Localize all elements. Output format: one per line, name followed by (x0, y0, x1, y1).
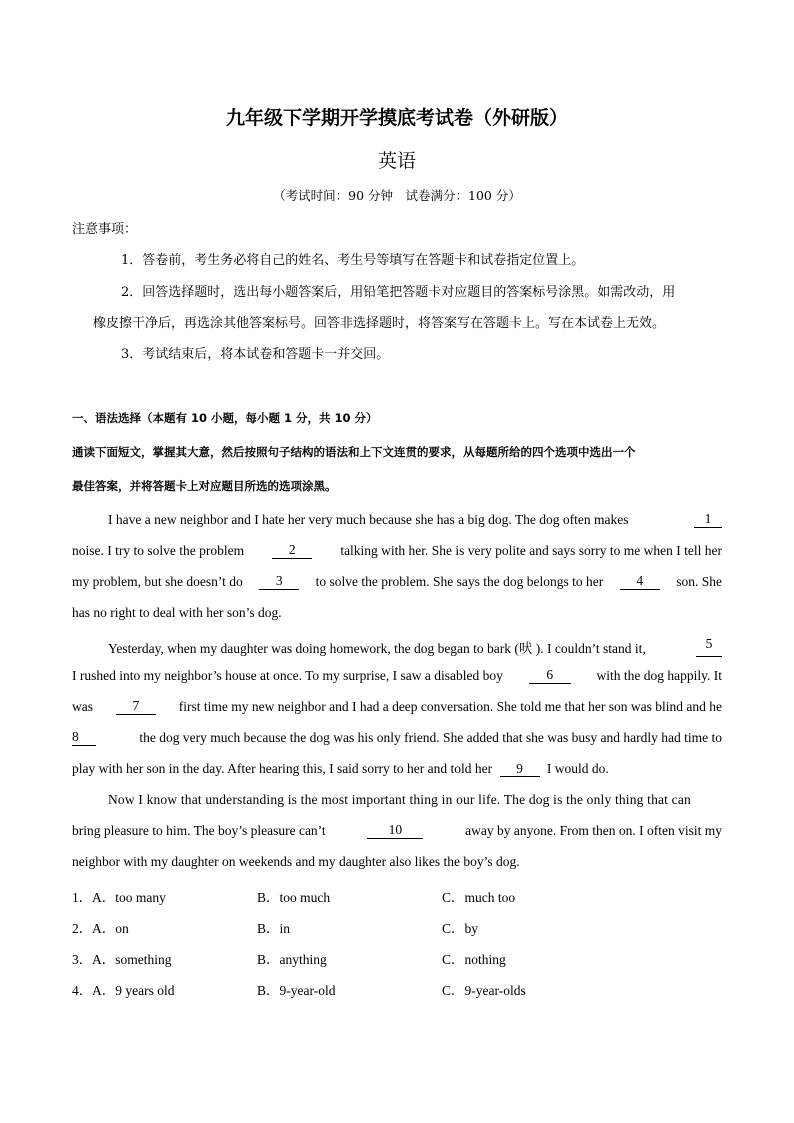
option-c[interactable]: C．much too (442, 890, 516, 905)
section-heading: 一、语法选择（本题有 10 小题，每小题 1 分，共 10 分） (72, 411, 378, 425)
passage-line (72, 699, 722, 715)
blank-2: 2 (272, 543, 312, 559)
passage-text: the dog very much because the dog was his only friend. She added that she was busy and hardly had time to (139, 730, 722, 745)
passage-text: away by anyone. From then on. I often visit my (465, 823, 722, 838)
blank-1: 1 (694, 512, 722, 528)
passage-text: first time my new neighbor and I had a deep conversation. She told me that her son was blind and he (178, 699, 722, 714)
option-b[interactable]: B．in (257, 921, 291, 936)
option-a[interactable]: A．on (92, 921, 129, 936)
notice-item-1: 1．答卷前，考生务必将自己的姓名、考生号等填写在答题卡和试卷指定位置上。 (121, 253, 585, 268)
blank-5: 5 (696, 637, 722, 657)
option-b[interactable]: B．anything (257, 952, 327, 967)
passage-text: bring pleasure to him. The boy’s pleasure can’t (72, 823, 326, 838)
passage-text: I have a new neighbor and I hate her very much because she has a big dog. The dog often makes (108, 512, 629, 527)
option-b[interactable]: B．9-year-old (257, 983, 336, 998)
passage-text: with the dog happily. It (596, 668, 722, 683)
notice-item-3: 3．考试结束后，将本试卷和答题卡一并交回。 (121, 347, 390, 362)
option-a[interactable]: A．9 years old (92, 983, 175, 998)
section-instruction-line-1: 通读下面短文，掌握其大意，然后按照句子结构的语法和上下文连贯的要求，从每题所给的四个选项中选出一个 (72, 445, 636, 459)
blank-10: 10 (367, 823, 423, 839)
section-instruction-line-2: 最佳答案，并将答题卡上对应题目所选的选项涂黑。 (72, 479, 337, 493)
passage-line (72, 761, 609, 777)
blank-9: 9 (500, 762, 540, 777)
option-c[interactable]: C．nothing (442, 952, 506, 967)
notice-item-2-line-2: 橡皮擦干净后，再选涂其他答案标号。回答非选择题时，将答案写在答题卡上。写在本试卷上无效。 (93, 316, 666, 331)
notice-heading: 注意事项： (72, 222, 138, 237)
question-number: 2． (72, 921, 93, 936)
passage-text: to solve the problem. She says the dog belongs to her (315, 574, 604, 589)
passage-text: Now I know that understanding is the most important thing in our life. The dog is the only thing that can (108, 792, 691, 807)
option-b[interactable]: B．too much (257, 890, 331, 905)
blank-3: 3 (259, 574, 299, 590)
blank-6: 6 (529, 668, 571, 684)
question-number: 4． (72, 983, 93, 998)
passage-line: neighbor with my daughter on weekends and my daughter also likes the boy’s dog. (72, 854, 520, 869)
option-c[interactable]: C．by (442, 921, 479, 936)
passage-text: Yesterday, when my daughter was doing homework, the dog began to bark (吠 ). I couldn’t stand it, (108, 641, 646, 656)
option-c[interactable]: C．9-year-olds (442, 983, 526, 998)
passage-text: I rushed into my neighbor’s house at once. To my surprise, I saw a disabled boy (72, 668, 503, 683)
passage-line (72, 543, 722, 559)
passage-line (72, 574, 722, 590)
option-a[interactable]: A．too many (92, 890, 166, 905)
passage-text: talking with her. She is very polite and says sorry to me when I tell her (340, 543, 722, 558)
passage-text: play with her son in the day. After hearing this, I said sorry to her and told her (72, 761, 493, 776)
question-number: 3． (72, 952, 93, 967)
exam-info: （考试时间：90 分钟 试卷满分：100 分） (273, 188, 521, 203)
passage-text: I would do. (546, 761, 609, 776)
question-number: 1． (72, 890, 93, 905)
passage-line (72, 823, 722, 839)
option-a[interactable]: A．something (92, 952, 172, 967)
passage-text: was (72, 699, 93, 714)
blank-7: 7 (116, 699, 156, 715)
passage-text: noise. I try to solve the problem (72, 543, 245, 558)
passage-line (108, 637, 722, 657)
blank-4: 4 (620, 574, 660, 590)
passage-line: has no right to deal with her son’s dog. (72, 605, 282, 620)
notice-item-2-line-1: 2．回答选择题时，选出每小题答案后，用铅笔把答题卡对应题目的答案标号涂黑。如需改动，用 (121, 285, 676, 300)
subject-heading: 英语 (377, 150, 416, 172)
passage-line (72, 730, 722, 746)
passage-text: my problem, but she doesn’t do (72, 574, 243, 589)
passage-line (108, 512, 722, 528)
passage-line (72, 668, 722, 684)
passage-text: son. She (676, 574, 722, 589)
passage-line (108, 792, 722, 808)
blank-8: 8 (72, 730, 96, 746)
exam-title: 九年级下学期开学摸底考试卷（外研版） (225, 107, 568, 129)
